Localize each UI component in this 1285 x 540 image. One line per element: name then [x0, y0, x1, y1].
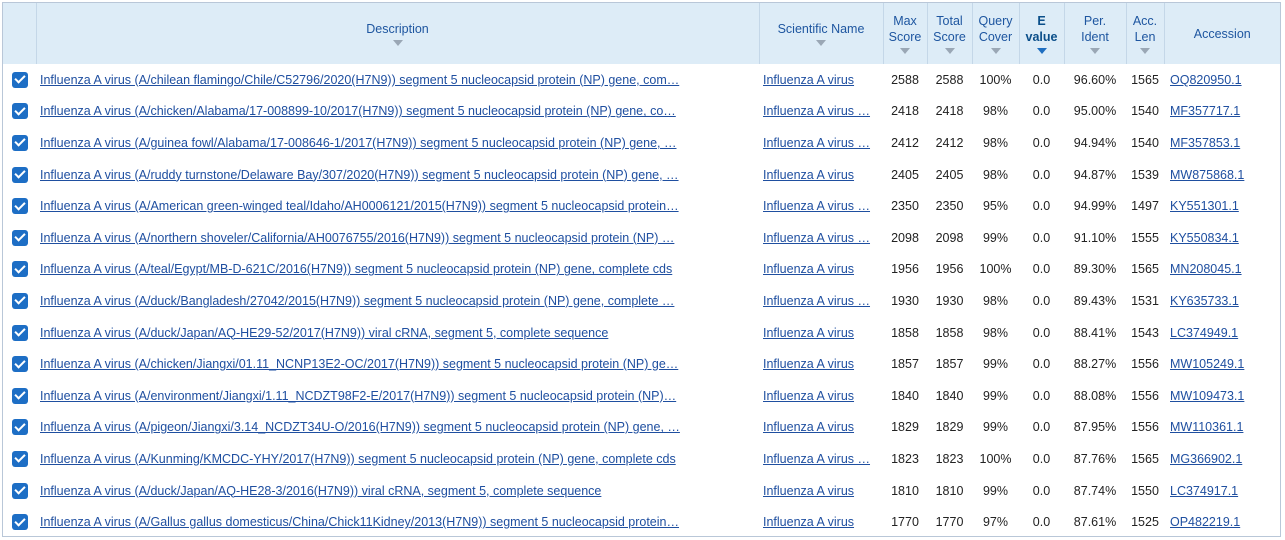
description-cell — [36, 159, 759, 191]
per-ident-cell: 87.74% — [1073, 483, 1117, 498]
per-ident-cell: 95.00% — [1073, 104, 1117, 119]
col-header-label: Acc. — [1132, 14, 1158, 28]
description-link[interactable]: Influenza A virus (A/teal/Egypt/MB-D-621C/2016(H7N9)) segment 5 nucleocapsid protein (NP) gene, complete cds — [40, 262, 673, 277]
e-value-cell: 0.0 — [1032, 199, 1051, 214]
accession-link[interactable]: MW109473.1 — [1170, 388, 1245, 403]
row-checkbox-cell — [3, 475, 36, 507]
per-ident-cell: 94.87% — [1073, 167, 1117, 182]
row-checkbox[interactable] — [12, 514, 28, 530]
query-cover-cell: 98% — [982, 167, 1009, 182]
max-score-cell: 1840 — [891, 388, 919, 403]
total-score-cell: 1858 — [935, 325, 964, 340]
accession-link[interactable]: MF357853.1 — [1170, 135, 1241, 150]
row-checkbox[interactable] — [12, 293, 28, 309]
scientific-name-cell — [759, 475, 883, 507]
acc-len-cell: 1565 — [1131, 262, 1159, 277]
query-cover-cell: 95% — [982, 199, 1009, 214]
scientific-name-cell — [759, 64, 883, 96]
query-cover-cell: 97% — [982, 515, 1009, 530]
col-header-label: value — [1025, 30, 1058, 44]
scientific-name-cell — [759, 96, 883, 128]
description-link[interactable]: Influenza A virus (A/environment/Jiangxi/1.11_NCDZT98F2-E/2017(H7N9)) segment 5 nucleocapsid protein (NP)… — [40, 388, 677, 403]
description-link[interactable]: Influenza A virus (A/duck/Bangladesh/27042/2015(H7N9)) segment 5 nucleocapsid protein (NP) gene, complete … — [40, 293, 675, 308]
col-header-per-ident[interactable] — [1064, 3, 1126, 64]
col-header-description[interactable] — [36, 3, 759, 64]
description-link[interactable]: Influenza A virus (A/Kunming/KMCDC-YHY/2017(H7N9)) segment 5 nucleocapsid protein (NP) gene, complete cds — [40, 451, 676, 466]
total-score-cell: 1770 — [935, 515, 964, 530]
scientific-name-link[interactable]: Influenza A virus — [763, 357, 855, 372]
description-cell — [36, 443, 759, 475]
accession-cell — [1164, 475, 1280, 507]
row-checkbox[interactable] — [12, 198, 28, 214]
sort-arrow-icon[interactable] — [816, 40, 826, 46]
acc-len-cell: 1556 — [1131, 420, 1159, 435]
col-header-label: Ident — [1081, 30, 1109, 44]
scientific-name-link[interactable]: Influenza A virus — [763, 72, 855, 87]
max-score-cell: 2350 — [891, 199, 919, 214]
table-row[interactable] — [3, 254, 1280, 286]
per-ident-cell: 91.10% — [1073, 230, 1117, 245]
scientific-name-cell — [759, 380, 883, 412]
e-value-cell: 0.0 — [1032, 483, 1051, 498]
max-score-cell: 2412 — [891, 135, 919, 150]
select-all-header — [3, 3, 36, 64]
col-header-label: Description — [366, 22, 429, 36]
max-score-cell: 1810 — [891, 483, 919, 498]
col-header-query-cover[interactable] — [972, 3, 1019, 64]
scientific-name-link[interactable]: Influenza A virus — [763, 483, 855, 498]
query-cover-cell: 98% — [982, 135, 1009, 150]
accession-cell — [1164, 443, 1280, 475]
col-header-label: Per. — [1083, 14, 1107, 28]
accession-cell — [1164, 348, 1280, 380]
per-ident-cell: 87.61% — [1073, 515, 1117, 530]
col-header-e-value[interactable] — [1019, 3, 1064, 64]
description-cell — [36, 412, 759, 444]
blast-results-table-container — [2, 2, 1281, 537]
description-cell — [36, 96, 759, 128]
accession-link[interactable]: OQ820950.1 — [1170, 72, 1242, 87]
scientific-name-cell — [759, 443, 883, 475]
query-cover-cell: 100% — [979, 72, 1012, 87]
total-score-cell: 1956 — [935, 262, 964, 277]
query-cover-cell: 98% — [982, 293, 1009, 308]
description-cell — [36, 222, 759, 254]
accession-link[interactable]: MW105249.1 — [1170, 357, 1245, 372]
query-cover-cell: 99% — [982, 420, 1009, 435]
acc-len-cell: 1555 — [1131, 230, 1159, 245]
row-checkbox-cell — [3, 222, 36, 254]
row-checkbox[interactable] — [12, 451, 28, 467]
table-row[interactable] — [3, 317, 1280, 349]
accession-link[interactable]: MG366902.1 — [1170, 451, 1243, 466]
description-cell — [36, 380, 759, 412]
e-value-cell: 0.0 — [1032, 357, 1051, 372]
table-row[interactable] — [3, 348, 1280, 380]
col-header-label: E — [1037, 14, 1046, 28]
max-score-cell: 2098 — [891, 230, 919, 245]
acc-len-cell: 1540 — [1131, 135, 1159, 150]
scientific-name-cell — [759, 285, 883, 317]
per-ident-cell: 94.99% — [1073, 199, 1117, 214]
sort-arrow-icon[interactable] — [393, 40, 403, 46]
total-score-cell: 1823 — [935, 451, 964, 466]
acc-len-cell: 1497 — [1131, 199, 1159, 214]
scientific-name-link[interactable]: Influenza A virus — [763, 420, 855, 435]
sort-arrow-active-icon[interactable] — [1037, 48, 1047, 54]
acc-len-cell: 1556 — [1131, 357, 1159, 372]
max-score-cell: 1857 — [891, 357, 919, 372]
e-value-cell: 0.0 — [1032, 451, 1051, 466]
scientific-name-link[interactable]: Influenza A virus … — [763, 104, 871, 119]
table-row[interactable] — [3, 96, 1280, 128]
e-value-cell: 0.0 — [1032, 167, 1051, 182]
per-ident-cell: 96.60% — [1073, 72, 1117, 87]
col-header-accession[interactable] — [1164, 3, 1280, 64]
row-checkbox[interactable] — [12, 388, 28, 404]
row-checkbox[interactable] — [12, 72, 28, 88]
row-checkbox-cell — [3, 127, 36, 159]
scientific-name-cell — [759, 159, 883, 191]
e-value-cell: 0.0 — [1032, 293, 1051, 308]
description-link[interactable]: Influenza A virus (A/ruddy turnstone/Delaware Bay/307/2020(H7N9)) segment 5 nucleocapsid protein (NP) gene, … — [40, 167, 679, 182]
col-header-label: Query — [978, 14, 1013, 28]
total-score-cell: 2588 — [935, 72, 964, 87]
table-row[interactable] — [3, 190, 1280, 222]
query-cover-cell: 98% — [982, 104, 1009, 119]
scientific-name-cell — [759, 412, 883, 444]
accession-link[interactable]: MW875868.1 — [1170, 167, 1245, 182]
accession-cell — [1164, 285, 1280, 317]
accession-link[interactable]: LC374917.1 — [1170, 483, 1239, 498]
scientific-name-link[interactable]: Influenza A virus — [763, 167, 855, 182]
per-ident-cell: 88.41% — [1073, 325, 1117, 340]
scientific-name-link[interactable]: Influenza A virus — [763, 388, 855, 403]
row-checkbox-cell — [3, 380, 36, 412]
row-checkbox[interactable] — [12, 167, 28, 183]
row-checkbox-cell — [3, 159, 36, 191]
row-checkbox-cell — [3, 443, 36, 475]
row-checkbox[interactable] — [12, 230, 28, 246]
accession-link[interactable]: LC374949.1 — [1170, 325, 1239, 340]
total-score-cell: 2350 — [935, 199, 964, 214]
col-header-label: Cover — [978, 30, 1013, 44]
accession-link[interactable]: KY551301.1 — [1170, 199, 1239, 214]
table-row[interactable] — [3, 64, 1280, 96]
acc-len-cell: 1525 — [1131, 515, 1159, 530]
row-checkbox-cell — [3, 285, 36, 317]
description-link[interactable]: Influenza A virus (A/Gallus gallus domesticus/China/Chick11Kidney/2013(H7N9)) segment 5 nucleocapsid protein… — [40, 515, 679, 530]
description-cell — [36, 64, 759, 96]
e-value-cell: 0.0 — [1032, 104, 1051, 119]
total-score-cell: 1930 — [935, 293, 964, 308]
table-row[interactable] — [3, 380, 1280, 412]
per-ident-cell: 87.76% — [1073, 451, 1117, 466]
description-cell — [36, 475, 759, 507]
description-cell — [36, 285, 759, 317]
acc-len-cell: 1539 — [1131, 167, 1159, 182]
total-score-cell: 2418 — [935, 104, 964, 119]
row-checkbox-cell — [3, 64, 36, 96]
table-row[interactable] — [3, 412, 1280, 444]
col-header-label: Score — [888, 30, 922, 44]
e-value-cell: 0.0 — [1032, 420, 1051, 435]
description-link[interactable]: Influenza A virus (A/chicken/Alabama/17-008899-10/2017(H7N9)) segment 5 nucleocapsid protein (NP) gene, co… — [40, 104, 676, 119]
col-header-label: Max — [893, 14, 917, 28]
acc-len-cell: 1556 — [1131, 388, 1159, 403]
acc-len-cell: 1543 — [1131, 325, 1159, 340]
e-value-cell: 0.0 — [1032, 135, 1051, 150]
scientific-name-link[interactable]: Influenza A virus … — [763, 451, 871, 466]
sort-arrow-icon[interactable] — [991, 48, 1001, 54]
total-score-cell: 2412 — [935, 135, 964, 150]
query-cover-cell: 99% — [982, 388, 1009, 403]
e-value-cell: 0.0 — [1032, 262, 1051, 277]
accession-link[interactable]: KY635733.1 — [1170, 293, 1239, 308]
accession-cell — [1164, 317, 1280, 349]
e-value-cell: 0.0 — [1032, 515, 1051, 530]
total-score-cell: 2098 — [935, 230, 964, 245]
sort-arrow-icon[interactable] — [1090, 48, 1100, 54]
description-link[interactable]: Influenza A virus (A/guinea fowl/Alabama/17-008646-1/2017(H7N9)) segment 5 nucleocapsid protein (NP) gene, … — [40, 135, 677, 150]
description-cell — [36, 127, 759, 159]
per-ident-cell: 87.95% — [1073, 420, 1117, 435]
acc-len-cell: 1531 — [1131, 293, 1159, 308]
max-score-cell: 1930 — [891, 293, 919, 308]
acc-len-cell: 1540 — [1131, 104, 1159, 119]
acc-len-cell: 1565 — [1131, 72, 1159, 87]
total-score-cell: 1857 — [935, 357, 964, 372]
total-score-cell: 2405 — [935, 167, 964, 182]
scientific-name-link[interactable]: Influenza A virus — [763, 515, 855, 530]
scientific-name-cell — [759, 317, 883, 349]
description-cell — [36, 348, 759, 380]
query-cover-cell: 99% — [982, 357, 1009, 372]
description-link[interactable]: Influenza A virus (A/northern shoveler/California/AH0076755/2016(H7N9)) segment 5 nucleocapsid protein (NP) … — [40, 230, 675, 245]
row-checkbox[interactable] — [12, 356, 28, 372]
col-header-acc-len[interactable] — [1126, 3, 1164, 64]
e-value-cell: 0.0 — [1032, 325, 1051, 340]
sort-arrow-icon[interactable] — [945, 48, 955, 54]
description-cell — [36, 190, 759, 222]
scientific-name-link[interactable]: Influenza A virus … — [763, 230, 871, 245]
description-link[interactable]: Influenza A virus (A/duck/Japan/AQ-HE28-3/2016(H7N9)) viral cRNA, segment 5, complete sequence — [40, 483, 602, 498]
col-header-label: Accession — [1193, 26, 1251, 41]
max-score-cell: 1858 — [891, 325, 919, 340]
accession-cell — [1164, 412, 1280, 444]
accession-cell — [1164, 190, 1280, 222]
col-header-label: Len — [1134, 30, 1156, 44]
per-ident-cell: 89.43% — [1073, 293, 1117, 308]
accession-cell — [1164, 96, 1280, 128]
table-row[interactable] — [3, 159, 1280, 191]
scientific-name-cell — [759, 254, 883, 286]
accession-link[interactable]: MF357717.1 — [1170, 104, 1241, 119]
table-row[interactable] — [3, 127, 1280, 159]
scientific-name-cell — [759, 127, 883, 159]
table-row[interactable] — [3, 506, 1280, 538]
row-checkbox-cell — [3, 317, 36, 349]
per-ident-cell: 88.27% — [1073, 357, 1117, 372]
accession-link[interactable]: MN208045.1 — [1170, 262, 1242, 277]
description-link[interactable]: Influenza A virus (A/chicken/Jiangxi/01.11_NCNP13E2-OC/2017(H7N9)) segment 5 nucleocapsid protein (NP) ge… — [40, 357, 679, 372]
scientific-name-cell — [759, 222, 883, 254]
row-checkbox-cell — [3, 506, 36, 538]
col-header-label: Scientific Name — [777, 22, 865, 36]
max-score-cell: 2405 — [891, 167, 919, 182]
description-link[interactable]: Influenza A virus (A/pigeon/Jiangxi/3.14_NCDZT34U-O/2016(H7N9)) segment 5 nucleocapsid protein (NP) gene, … — [40, 420, 680, 435]
row-checkbox-cell — [3, 96, 36, 128]
accession-cell — [1164, 380, 1280, 412]
acc-len-cell: 1550 — [1131, 483, 1159, 498]
col-header-scientific-name[interactable] — [759, 3, 883, 64]
accession-cell — [1164, 159, 1280, 191]
scientific-name-cell — [759, 348, 883, 380]
col-header-label: Total — [936, 14, 963, 28]
e-value-cell: 0.0 — [1032, 388, 1051, 403]
header-row — [3, 3, 1280, 64]
scientific-name-link[interactable]: Influenza A virus — [763, 325, 855, 340]
accession-link[interactable]: OP482219.1 — [1170, 515, 1241, 530]
e-value-cell: 0.0 — [1032, 230, 1051, 245]
row-checkbox[interactable] — [12, 325, 28, 341]
max-score-cell: 1823 — [891, 451, 919, 466]
query-cover-cell: 100% — [979, 262, 1012, 277]
scientific-name-link[interactable]: Influenza A virus … — [763, 199, 871, 214]
col-header-total-score[interactable] — [927, 3, 972, 64]
e-value-cell: 0.0 — [1032, 72, 1051, 87]
row-checkbox[interactable] — [12, 483, 28, 499]
row-checkbox-cell — [3, 254, 36, 286]
accession-cell — [1164, 127, 1280, 159]
row-checkbox-cell — [3, 190, 36, 222]
row-checkbox-cell — [3, 348, 36, 380]
accession-link[interactable]: KY550834.1 — [1170, 230, 1239, 245]
max-score-cell: 2588 — [891, 72, 919, 87]
accession-cell — [1164, 222, 1280, 254]
accession-link[interactable]: MW110361.1 — [1170, 420, 1244, 435]
row-checkbox-cell — [3, 412, 36, 444]
table-row[interactable] — [3, 443, 1280, 475]
description-link[interactable]: Influenza A virus (A/chilean flamingo/Chile/C52796/2020(H7N9)) segment 5 nucleocapsid protein (NP) gene, com… — [40, 72, 680, 87]
max-score-cell: 2418 — [891, 104, 919, 119]
description-cell — [36, 506, 759, 538]
scientific-name-link[interactable]: Influenza A virus — [763, 262, 855, 277]
per-ident-cell: 88.08% — [1073, 388, 1117, 403]
table-row[interactable] — [3, 285, 1280, 317]
row-checkbox[interactable] — [12, 261, 28, 277]
max-score-cell: 1770 — [891, 515, 919, 530]
sort-arrow-icon[interactable] — [900, 48, 910, 54]
query-cover-cell: 98% — [982, 325, 1009, 340]
scientific-name-link[interactable]: Influenza A virus … — [763, 293, 871, 308]
total-score-cell: 1810 — [935, 483, 964, 498]
description-link[interactable]: Influenza A virus (A/American green-winged teal/Idaho/AH0006121/2015(H7N9)) segment 5 nucleocapsid protein… — [40, 199, 679, 214]
col-header-max-score[interactable] — [883, 3, 927, 64]
accession-cell — [1164, 506, 1280, 538]
table-row[interactable] — [3, 222, 1280, 254]
row-checkbox[interactable] — [12, 419, 28, 435]
scientific-name-cell — [759, 506, 883, 538]
total-score-cell: 1829 — [935, 420, 964, 435]
sort-arrow-icon[interactable] — [1140, 48, 1150, 54]
scientific-name-link[interactable]: Influenza A virus … — [763, 135, 871, 150]
description-link[interactable]: Influenza A virus (A/duck/Japan/AQ-HE29-52/2017(H7N9)) viral cRNA, segment 5, complete sequence — [40, 325, 609, 340]
acc-len-cell: 1565 — [1131, 451, 1159, 466]
results-table — [3, 3, 1280, 538]
col-header-label: Score — [933, 30, 966, 44]
table-row[interactable] — [3, 475, 1280, 507]
scientific-name-cell — [759, 190, 883, 222]
description-cell — [36, 317, 759, 349]
row-checkbox[interactable] — [12, 103, 28, 119]
max-score-cell: 1829 — [891, 420, 919, 435]
query-cover-cell: 100% — [979, 451, 1012, 466]
query-cover-cell: 99% — [982, 230, 1009, 245]
per-ident-cell: 94.94% — [1073, 135, 1117, 150]
total-score-cell: 1840 — [935, 388, 964, 403]
description-cell — [36, 254, 759, 286]
max-score-cell: 1956 — [891, 262, 919, 277]
accession-cell — [1164, 64, 1280, 96]
per-ident-cell: 89.30% — [1073, 262, 1117, 277]
accession-cell — [1164, 254, 1280, 286]
row-checkbox[interactable] — [12, 135, 28, 151]
query-cover-cell: 99% — [982, 483, 1009, 498]
